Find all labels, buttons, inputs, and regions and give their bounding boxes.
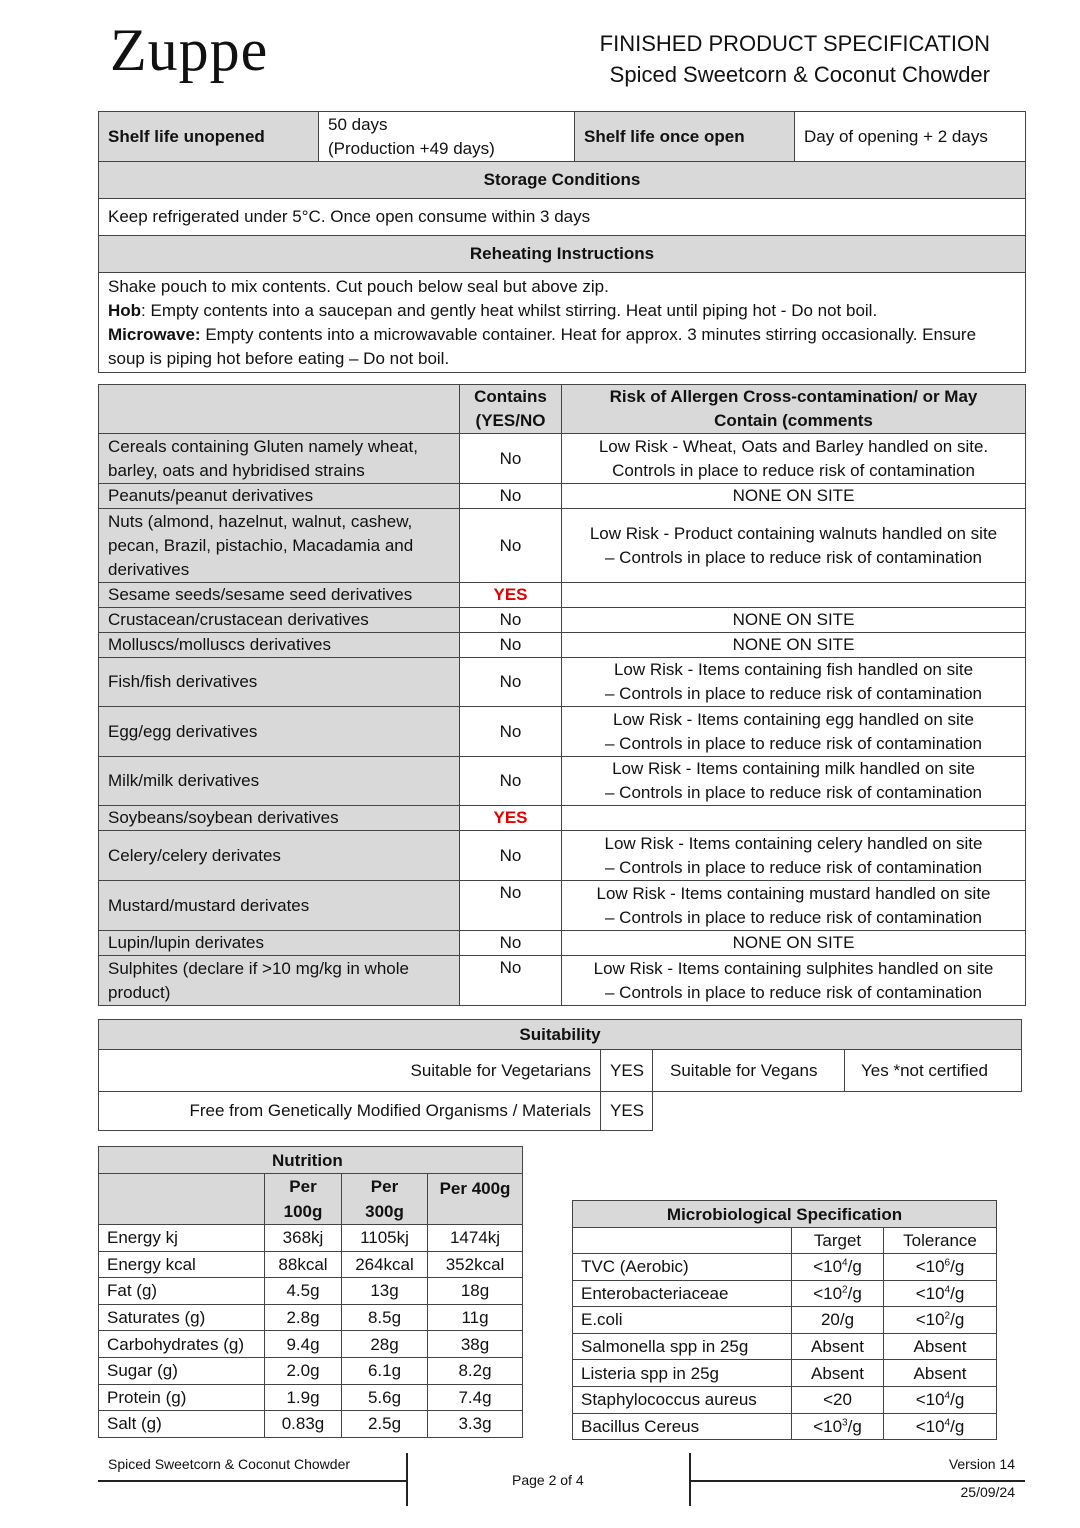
- value-unit: /g: [950, 1416, 965, 1436]
- nutrient-per-100g: 2.8g: [265, 1304, 342, 1331]
- allergen-contains: No: [460, 658, 562, 707]
- value-base: <10: [813, 1283, 843, 1303]
- allergen-comment-line-1: NONE ON SITE: [732, 635, 855, 654]
- hob-text: : Empty contents into a saucepan and gently heat whilst stirring. Heat until piping hot - Do not boil.: [141, 300, 878, 320]
- nutrient-per-400g: 7.4g: [428, 1384, 523, 1411]
- shelf-open-value: Day of opening + 2 days: [795, 112, 1026, 162]
- nutrient-per-300g: 264kcal: [342, 1251, 428, 1278]
- allergen-contains: No: [460, 608, 562, 633]
- value-exponent: 3: [842, 1417, 848, 1429]
- nutrient-name: Carbohydrates (g): [99, 1331, 265, 1358]
- footer-date: 25/09/24: [960, 1484, 1015, 1500]
- footer-rule-right: [689, 1480, 1025, 1482]
- storage-text: Keep refrigerated under 5°C. Once open consume within 3 days: [99, 199, 1026, 236]
- nutrient-per-300g: 8.5g: [342, 1304, 428, 1331]
- micro-title: Microbiological Specification: [573, 1201, 997, 1228]
- value-base: <10: [915, 1416, 945, 1436]
- nutrient-name: Fat (g): [99, 1278, 265, 1305]
- micro-target: [792, 1254, 884, 1281]
- allergen-comment: [562, 434, 1026, 484]
- allergen-contains: No: [460, 757, 562, 806]
- value-base: <10: [915, 1283, 945, 1303]
- nutrient-per-400g: 352kcal: [428, 1251, 523, 1278]
- vegan-label: Suitable for Vegans: [653, 1050, 845, 1092]
- micro-header-tolerance: Tolerance: [884, 1228, 997, 1254]
- value-exponent: 4: [842, 1257, 848, 1269]
- per-300-line-2: 300g: [365, 1202, 404, 1221]
- value-exponent: 6: [944, 1257, 951, 1269]
- nutrient-per-100g: 368kj: [265, 1225, 342, 1252]
- nutrition-row: [99, 1278, 523, 1305]
- allergen-row: [99, 509, 1026, 583]
- allergen-name: Soybeans/soybean derivatives: [99, 806, 460, 831]
- allergen-contains: No: [460, 633, 562, 658]
- allergen-comment-line-2: Controls in place to reduce risk of contamination: [612, 460, 975, 480]
- allergen-row: [99, 806, 1026, 831]
- zuppe-logo: Zuppe: [110, 17, 269, 83]
- per-100-line-2: 100g: [283, 1202, 323, 1221]
- shelf-open-label: Shelf life once open: [575, 112, 795, 162]
- nutrient-per-100g: 2.0g: [265, 1357, 342, 1384]
- gmo-value: YES: [601, 1092, 653, 1131]
- footer-rule-left: [98, 1480, 408, 1482]
- allergen-comment-line-1: Low Risk - Items containing sulphites handled on site: [593, 958, 994, 978]
- nutrition-row: [99, 1304, 523, 1331]
- value-base: Absent: [811, 1337, 864, 1357]
- nutrient-per-300g: 1105kj: [342, 1225, 428, 1252]
- allergen-name: Molluscs/molluscs derivatives: [99, 633, 460, 658]
- nutrient-name: Energy kcal: [99, 1251, 265, 1278]
- allergen-comment: [562, 484, 1026, 509]
- nutrition-row: [99, 1331, 523, 1358]
- micro-table: [572, 1200, 997, 1440]
- shelf-life-table: [98, 111, 1026, 373]
- footer-page: Page 2 of 4: [512, 1472, 584, 1488]
- nutrient-per-100g: 9.4g: [265, 1331, 342, 1358]
- allergen-name: Egg/egg derivatives: [99, 707, 460, 757]
- gmo-label: Free from Genetically Modified Organisms / Materials: [99, 1092, 601, 1131]
- allergen-comment-line-2: – Controls in place to reduce risk of contamination: [604, 733, 983, 753]
- micro-target: [792, 1333, 884, 1360]
- micro-tolerance: [884, 1307, 997, 1334]
- product-name: Spiced Sweetcorn & Coconut Chowder: [609, 62, 990, 87]
- value-exponent: 4: [944, 1284, 951, 1296]
- allergen-comment: [562, 956, 1026, 1006]
- allergen-contains: No: [460, 707, 562, 757]
- contains-header-line-1: Contains: [474, 387, 547, 406]
- nutrient-per-400g: 3.3g: [428, 1411, 523, 1438]
- allergen-comment: [562, 633, 1026, 658]
- reheat-title: Reheating Instructions: [99, 236, 1026, 273]
- allergen-comment-line-1: Low Risk - Items containing mustard handled on site: [596, 883, 991, 903]
- allergen-comment: [562, 806, 1026, 831]
- allergen-contains: No: [460, 956, 562, 1006]
- micro-tolerance: [884, 1280, 997, 1307]
- value-base: <10: [915, 1257, 945, 1277]
- allergen-name: Celery/celery derivates: [99, 831, 460, 881]
- allergen-name: Nuts (almond, hazelnut, walnut, cashew, pecan, Brazil, pistachio, Macadamia and derivatives: [99, 509, 460, 583]
- micro-organism: Listeria spp in 25g: [573, 1360, 792, 1387]
- suitability-empty: [653, 1092, 1022, 1131]
- allergen-name: Cereals containing Gluten namely wheat, barley, oats and hybridised strains: [99, 434, 460, 484]
- allergen-row: [99, 931, 1026, 956]
- nutrient-per-300g: 13g: [342, 1278, 428, 1305]
- nutrition-header-300g: [342, 1174, 428, 1225]
- nutrient-name: Sugar (g): [99, 1357, 265, 1384]
- shelf-unopened-value: [319, 112, 575, 162]
- allergen-name: Fish/fish derivatives: [99, 658, 460, 707]
- allergen-contains: YES: [460, 583, 562, 608]
- micro-row: [573, 1413, 997, 1440]
- allergen-comment-line-1: Low Risk - Wheat, Oats and Barley handled on site.: [598, 436, 989, 456]
- allergen-row: [99, 956, 1026, 1006]
- value-unit: /g: [950, 1257, 965, 1277]
- allergen-contains: No: [460, 931, 562, 956]
- allergen-name: Lupin/lupin derivates: [99, 931, 460, 956]
- nutrient-per-400g: 1474kj: [428, 1225, 523, 1252]
- nutrition-header-blank: [99, 1174, 265, 1225]
- value-exponent: 2: [842, 1284, 848, 1296]
- allergen-name: Milk/milk derivatives: [99, 757, 460, 806]
- nutrition-row: [99, 1357, 523, 1384]
- allergen-rows: [99, 434, 1026, 1006]
- allergen-name: Crustacean/crustacean derivatives: [99, 608, 460, 633]
- per-300-line-1: Per: [370, 1177, 399, 1196]
- nutrient-per-300g: 5.6g: [342, 1384, 428, 1411]
- nutrition-table: [98, 1146, 523, 1438]
- allergen-header-risk: [562, 385, 1026, 434]
- allergen-comment: [562, 881, 1026, 931]
- micro-target: [792, 1413, 884, 1440]
- allergen-comment: [562, 707, 1026, 757]
- allergen-comment-line-2: – Controls in place to reduce risk of contamination: [604, 783, 983, 802]
- value-base: 20/g: [820, 1310, 855, 1330]
- micro-organism: Bacillus Cereus: [573, 1413, 792, 1440]
- nutrient-per-300g: 6.1g: [342, 1357, 428, 1384]
- allergen-contains: YES: [460, 806, 562, 831]
- nutrition-header-100g: [265, 1174, 342, 1225]
- micro-header-blank: [573, 1228, 792, 1254]
- document-type: FINISHED PRODUCT SPECIFICATION: [599, 31, 990, 56]
- allergen-contains: No: [460, 831, 562, 881]
- allergen-comment-line-1: NONE ON SITE: [732, 486, 855, 505]
- nutrient-per-300g: 28g: [342, 1331, 428, 1358]
- allergen-comment-line-2: – Controls in place to reduce risk of contamination: [604, 982, 983, 1002]
- allergen-comment-line-2: – Controls in place to reduce risk of contamination: [604, 907, 983, 927]
- value-base: <20: [823, 1390, 852, 1410]
- allergen-comment: [562, 831, 1026, 881]
- value-unit: /g: [847, 1283, 862, 1303]
- value-exponent: 4: [944, 1417, 951, 1429]
- nutrition-row: [99, 1411, 523, 1438]
- allergen-comment-line-1: Low Risk - Product containing walnuts handled on site: [589, 523, 998, 543]
- value-base: Absent: [913, 1337, 967, 1357]
- micro-rows: [573, 1254, 997, 1440]
- hob-label: Hob: [108, 300, 142, 320]
- allergen-contains: No: [460, 434, 562, 484]
- footer-version: Version 14: [948, 1456, 1015, 1472]
- allergen-comment-line-2: – Controls in place to reduce risk of contamination: [604, 547, 983, 567]
- micro-row: [573, 1386, 997, 1413]
- micro-target: [792, 1386, 884, 1413]
- value-base: <10: [813, 1416, 843, 1436]
- reheat-line-1: Shake pouch to mix contents. Cut pouch below seal but above zip.: [108, 276, 609, 296]
- micro-row: [573, 1333, 997, 1360]
- micro-organism: Enterobacteriaceae: [573, 1280, 792, 1307]
- allergen-contains: No: [460, 881, 562, 931]
- reheat-instructions: [99, 273, 1026, 373]
- micro-row: [573, 1307, 997, 1334]
- allergen-comment-line-1: NONE ON SITE: [732, 610, 855, 629]
- allergen-comment: [562, 608, 1026, 633]
- value-unit: /g: [847, 1257, 862, 1277]
- contains-header-line-2: (YES/NO: [475, 411, 546, 430]
- value-unit: /g: [847, 1416, 862, 1436]
- nutrient-per-400g: 18g: [428, 1278, 523, 1305]
- value-exponent: 2: [944, 1310, 951, 1322]
- allergen-comment: [562, 509, 1026, 583]
- allergen-header-blank: [99, 385, 460, 434]
- nutrition-rows: [99, 1225, 523, 1438]
- allergen-row: [99, 633, 1026, 658]
- shelf-unopened-days: 50 days: [328, 114, 388, 134]
- micro-target: [792, 1307, 884, 1334]
- allergen-row: [99, 608, 1026, 633]
- micro-row: [573, 1360, 997, 1387]
- reheat-hob: [108, 299, 1016, 323]
- footer-divider-1: [406, 1453, 408, 1506]
- allergen-contains: No: [460, 484, 562, 509]
- allergen-row: [99, 707, 1026, 757]
- nutrient-per-100g: 4.5g: [265, 1278, 342, 1305]
- allergen-comment-line-2: – Controls in place to reduce risk of contamination: [604, 857, 983, 877]
- allergen-name: Peanuts/peanut derivatives: [99, 484, 460, 509]
- allergen-comment-line-1: Low Risk - Items containing fish handled on site: [613, 660, 974, 679]
- nutrient-per-400g: 8.2g: [428, 1357, 523, 1384]
- micro-row: [573, 1280, 997, 1307]
- allergen-comment-line-1: NONE ON SITE: [732, 933, 855, 952]
- nutrient-per-100g: 0.83g: [265, 1411, 342, 1438]
- allergen-comment: [562, 757, 1026, 806]
- allergen-row: [99, 434, 1026, 484]
- value-exponent: 4: [944, 1390, 951, 1402]
- micro-tolerance: [884, 1333, 997, 1360]
- micro-tolerance: [884, 1386, 997, 1413]
- nutrient-per-100g: 88kcal: [265, 1251, 342, 1278]
- value-unit: /g: [950, 1283, 965, 1303]
- nutrition-row: [99, 1251, 523, 1278]
- nutrition-row: [99, 1225, 523, 1252]
- nutrient-per-400g: 38g: [428, 1331, 523, 1358]
- micro-organism: TVC (Aerobic): [573, 1254, 792, 1281]
- allergen-comment: [562, 583, 1026, 608]
- allergen-comment-line-1: Low Risk - Items containing celery handled on site: [604, 833, 983, 853]
- suitability-table: [98, 1019, 1022, 1131]
- nutrient-name: Salt (g): [99, 1411, 265, 1438]
- per-100-line-1: Per: [289, 1177, 317, 1196]
- allergen-comment: [562, 931, 1026, 956]
- micro-tolerance: [884, 1254, 997, 1281]
- storage-title: Storage Conditions: [99, 162, 1026, 199]
- micro-row: [573, 1254, 997, 1281]
- allergen-name: Sesame seeds/sesame seed derivatives: [99, 583, 460, 608]
- micro-header-target: Target: [792, 1228, 884, 1254]
- allergen-comment-line-2: – Controls in place to reduce risk of contamination: [604, 684, 983, 703]
- nutrient-name: Protein (g): [99, 1384, 265, 1411]
- nutrient-per-300g: 2.5g: [342, 1411, 428, 1438]
- vegetarian-value: YES: [601, 1050, 653, 1092]
- shelf-unopened-label: Shelf life unopened: [99, 112, 319, 162]
- vegan-value: Yes *not certified: [845, 1050, 1022, 1092]
- allergen-row: [99, 757, 1026, 806]
- nutrient-name: Saturates (g): [99, 1304, 265, 1331]
- allergen-name: Mustard/mustard derivates: [99, 881, 460, 931]
- value-base: <10: [915, 1310, 945, 1330]
- nutrition-header-400g: Per 400g: [428, 1174, 523, 1225]
- value-base: <10: [813, 1257, 843, 1277]
- allergen-row: [99, 583, 1026, 608]
- nutrition-title: Nutrition: [99, 1147, 523, 1174]
- reheat-microwave: [108, 323, 1016, 371]
- nutrient-name: Energy kj: [99, 1225, 265, 1252]
- shelf-unopened-production: (Production +49 days): [328, 138, 495, 158]
- allergen-row: [99, 658, 1026, 707]
- micro-target: [792, 1280, 884, 1307]
- allergen-row: [99, 484, 1026, 509]
- risk-header-line-2: Contain (comments: [714, 411, 873, 430]
- value-base: <10: [915, 1390, 945, 1410]
- value-unit: /g: [950, 1310, 965, 1330]
- micro-tolerance: [884, 1413, 997, 1440]
- document-heading: [600, 28, 990, 90]
- nutrient-per-100g: 1.9g: [265, 1384, 342, 1411]
- risk-header-line-1: Risk of Allergen Cross-contamination/ or May: [609, 387, 978, 406]
- value-base: Absent: [811, 1363, 864, 1383]
- micro-organism: Salmonella spp in 25g: [573, 1333, 792, 1360]
- vegetarian-label: Suitable for Vegetarians: [99, 1050, 601, 1092]
- allergen-comment-line-1: Low Risk - Items containing egg handled on site: [613, 709, 974, 729]
- allergen-comment: [562, 658, 1026, 707]
- allergen-name: Sulphites (declare if >10 mg/kg in whole product): [99, 956, 460, 1006]
- micro-organism: E.coli: [573, 1307, 792, 1334]
- value-base: Absent: [913, 1363, 967, 1383]
- allergen-comment-line-1: Low Risk - Items containing milk handled on site: [612, 759, 975, 778]
- micro-tolerance: [884, 1360, 997, 1387]
- allergen-row: [99, 831, 1026, 881]
- footer-product: Spiced Sweetcorn & Coconut Chowder: [108, 1456, 351, 1472]
- allergen-row: [99, 881, 1026, 931]
- nutrition-row: [99, 1384, 523, 1411]
- micro-organism: Staphylococcus aureus: [573, 1386, 792, 1413]
- micro-target: [792, 1360, 884, 1387]
- allergen-header-contains: [460, 385, 562, 434]
- microwave-text: Empty contents into a microwavable container. Heat for approx. 3 minutes stirring occasionally. Ensure soup is piping hot before eating – Do not boil.: [108, 324, 977, 368]
- allergen-table: [98, 384, 1026, 1006]
- value-unit: /g: [950, 1390, 965, 1410]
- microwave-label: Microwave:: [108, 324, 201, 344]
- nutrient-per-400g: 11g: [428, 1304, 523, 1331]
- suitability-title: Suitability: [99, 1020, 1022, 1050]
- allergen-contains: No: [460, 509, 562, 583]
